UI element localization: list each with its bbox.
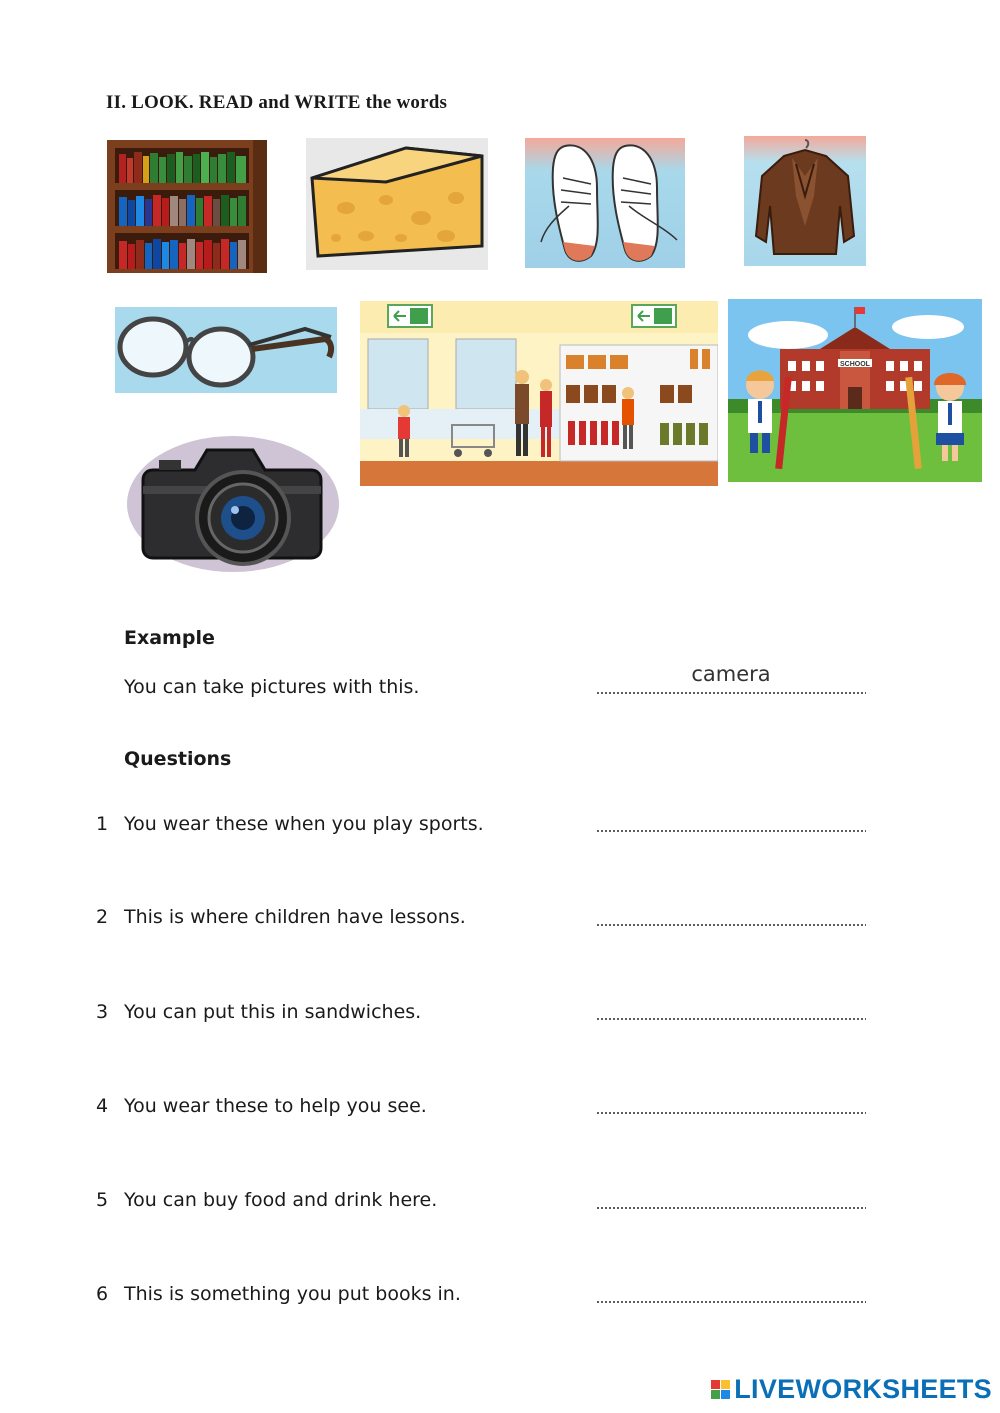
answer-line (596, 924, 866, 926)
question-number: 5 (96, 1189, 109, 1211)
answer-input-4[interactable] (596, 1082, 866, 1112)
question-number: 4 (96, 1095, 109, 1117)
example-answer-line (596, 692, 866, 694)
answer-input-2[interactable] (596, 893, 866, 923)
question-number: 6 (96, 1283, 109, 1305)
example-answer: camera (691, 662, 771, 686)
question-text: You can buy food and drink here. (124, 1189, 438, 1211)
answer-line (596, 1112, 866, 1114)
answer-input-6[interactable] (596, 1270, 866, 1300)
question-number: 2 (96, 906, 109, 928)
answer-line (596, 1018, 866, 1020)
sneakers-icon (525, 138, 685, 268)
example-text: You can take pictures with this. (124, 676, 420, 698)
questions-title: Questions (124, 748, 232, 770)
supermarket-icon (360, 301, 718, 486)
jacket-icon (744, 136, 866, 266)
liveworksheets-logo (711, 1374, 992, 1405)
question-text: This is where children have lessons. (124, 906, 466, 928)
question-text: This is something you put books in. (124, 1283, 461, 1305)
cheese-icon (306, 138, 488, 270)
glasses-icon (115, 307, 337, 393)
question-text: You wear these when you play sports. (124, 813, 484, 835)
answer-line (596, 1207, 866, 1209)
camera-icon (125, 430, 340, 575)
worksheet-heading: II. LOOK. READ and WRITE the words (106, 92, 448, 113)
answer-line (596, 830, 866, 832)
question-text: You wear these to help you see. (124, 1095, 427, 1117)
school-icon (728, 299, 982, 482)
logo-mark-icon (711, 1380, 730, 1399)
question-number: 3 (96, 1001, 109, 1023)
answer-input-5[interactable] (596, 1176, 866, 1206)
school-sign-text: SCHOOL (840, 361, 870, 368)
bookshelf-icon (107, 140, 267, 273)
brand-name: LIVEWORKSHEETS (734, 1374, 992, 1404)
answer-line (596, 1301, 866, 1303)
example-title: Example (124, 627, 215, 649)
question-text: You can put this in sandwiches. (124, 1001, 422, 1023)
question-number: 1 (96, 813, 109, 835)
answer-input-3[interactable] (596, 988, 866, 1018)
answer-input-1[interactable] (596, 800, 866, 830)
